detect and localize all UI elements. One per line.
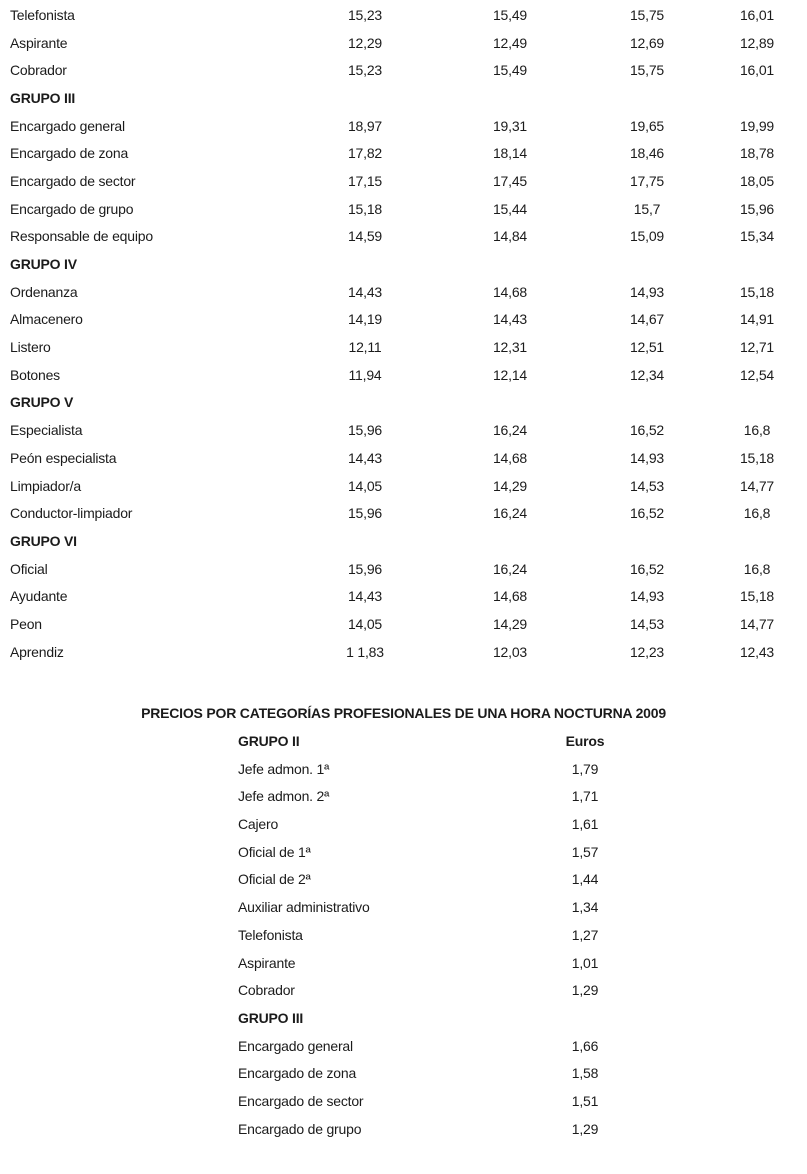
rate-value: [585, 527, 709, 555]
rate-value: 16,01: [739, 62, 775, 79]
table-row: [10, 416, 805, 444]
table-row: [238, 866, 652, 894]
rate-value: 18,05: [739, 172, 775, 189]
euro-value: 1,71: [571, 788, 599, 805]
rate-value: [435, 527, 585, 555]
table-row: [10, 278, 805, 306]
table-row: [238, 893, 652, 921]
table-row: [10, 444, 805, 472]
table-row: [10, 306, 805, 334]
rate-value: 15,18: [347, 200, 383, 217]
euro-value: [518, 1004, 652, 1032]
rate-value: 11,94: [348, 366, 382, 383]
rate-value: 12,51: [629, 339, 665, 356]
rate-value: 14,05: [347, 615, 383, 632]
category-label: Cajero: [238, 816, 279, 833]
rate-value: 15,18: [739, 449, 775, 466]
table-row: [10, 361, 805, 389]
rate-value: 19,65: [629, 117, 665, 134]
nocturna-table: [238, 727, 652, 1142]
group-heading-row: [10, 527, 805, 555]
column-header-row: [238, 727, 652, 755]
rate-value: 18,97: [347, 117, 383, 134]
rates-table: [10, 1, 805, 666]
rate-value: 15,09: [629, 228, 665, 245]
category-label: Encargado de zona: [238, 1065, 357, 1082]
rate-value: [435, 389, 585, 417]
rate-value: 14,43: [347, 449, 383, 466]
euro-value: 1,44: [571, 871, 599, 888]
rate-value: 15,75: [629, 6, 665, 23]
euro-value: 1,01: [571, 954, 599, 971]
euro-value: 1,66: [571, 1037, 599, 1054]
category-label: Aspirante: [10, 34, 68, 51]
category-label: Especialista: [10, 422, 83, 439]
rate-value: 14,93: [629, 283, 665, 300]
rate-value: [709, 250, 805, 278]
category-label: Telefonista: [10, 6, 75, 23]
rate-value: 12,29: [347, 34, 383, 51]
table-row: [10, 195, 805, 223]
rate-value: 16,01: [739, 6, 775, 23]
rate-value: 15,49: [492, 62, 528, 79]
rate-value: 14,84: [492, 228, 528, 245]
table-row: [10, 1, 805, 29]
unit-header: Euros: [565, 733, 605, 750]
rate-value: 16,24: [492, 560, 528, 577]
category-label: Botones: [10, 366, 60, 383]
rate-value: 14,68: [492, 588, 528, 605]
table-row: [10, 223, 805, 251]
euro-value: 1,58: [571, 1065, 599, 1082]
category-label: Encargado general: [238, 1037, 353, 1054]
category-label: GRUPO III: [10, 89, 76, 106]
rate-value: 16,8: [743, 505, 771, 522]
rate-value: 14,29: [492, 477, 528, 494]
category-label: Jefe admon. 2ª: [238, 788, 330, 805]
rate-value: 17,75: [629, 172, 665, 189]
rate-value: 15,7: [633, 200, 661, 217]
category-label: Telefonista: [238, 926, 303, 943]
nocturna-table-body: [238, 727, 652, 1142]
rate-value: 18,46: [629, 145, 665, 162]
rate-value: 14,93: [629, 588, 665, 605]
table-row: [10, 582, 805, 610]
table-row: [10, 638, 805, 666]
rate-value: 14,77: [739, 477, 775, 494]
rate-value: [585, 84, 709, 112]
rate-value: [295, 527, 435, 555]
rate-value: 19,99: [739, 117, 775, 134]
category-label: Peón especialista: [10, 449, 117, 466]
rate-value: 14,43: [347, 588, 383, 605]
rate-value: 16,24: [492, 422, 528, 439]
category-label: Encargado de grupo: [10, 200, 134, 217]
rate-value: [709, 84, 805, 112]
rate-value: 16,8: [743, 560, 771, 577]
table-row: [10, 555, 805, 583]
rate-value: 15,18: [739, 588, 775, 605]
table-row: [238, 949, 652, 977]
category-label: Cobrador: [10, 62, 67, 79]
category-label: Peon: [10, 615, 42, 632]
rate-value: 15,96: [347, 422, 383, 439]
rate-value: 19,31: [492, 117, 528, 134]
category-label: Encargado de zona: [10, 145, 129, 162]
table-row: [238, 1032, 652, 1060]
category-label: Oficial: [10, 560, 48, 577]
rate-value: 16,24: [492, 505, 528, 522]
table-row: [10, 333, 805, 361]
rate-value: 14,68: [492, 283, 528, 300]
table-row: [10, 610, 805, 638]
rate-value: 14,67: [629, 311, 665, 328]
category-label: Oficial de 2ª: [238, 871, 311, 888]
rate-value: 17,82: [347, 145, 383, 162]
table-row: [238, 755, 652, 783]
rate-value: [295, 84, 435, 112]
rate-value: 14,77: [739, 615, 775, 632]
rate-value: 16,52: [629, 422, 665, 439]
group-heading-row: [10, 250, 805, 278]
rate-value: 14,68: [492, 449, 528, 466]
rate-value: 12,43: [739, 643, 775, 660]
rate-value: [435, 250, 585, 278]
rate-value: 14,43: [347, 283, 383, 300]
euro-value: 1,29: [571, 982, 599, 999]
table-row: [238, 783, 652, 811]
euro-value: 1,34: [571, 899, 599, 916]
category-label: Almacenero: [10, 311, 83, 328]
category-label: Encargado de sector: [238, 1092, 364, 1109]
category-label: Listero: [10, 339, 51, 356]
rate-value: 15,96: [739, 200, 775, 217]
group-heading-row: [10, 84, 805, 112]
rate-value: 17,15: [347, 172, 383, 189]
rate-value: 16,8: [743, 422, 771, 439]
category-label: Jefe admon. 1ª: [238, 760, 330, 777]
rate-value: 12,89: [739, 34, 775, 51]
rate-value: 12,54: [739, 366, 775, 383]
rate-value: 1 1,83: [346, 643, 384, 660]
category-label: Encargado general: [10, 117, 125, 134]
table-row: [10, 29, 805, 57]
rates-table-body: [10, 1, 805, 666]
rate-value: 14,19: [347, 311, 383, 328]
rate-value: 14,59: [347, 228, 383, 245]
table-row: [10, 167, 805, 195]
category-label: Cobrador: [238, 982, 295, 999]
table-row: [10, 472, 805, 500]
euro-value: 1,29: [571, 1120, 599, 1137]
rate-value: [709, 527, 805, 555]
rate-value: 12,71: [739, 339, 775, 356]
table-row: [10, 139, 805, 167]
rate-value: 15,44: [492, 200, 528, 217]
rate-value: 17,45: [492, 172, 528, 189]
euro-value: 1,61: [571, 816, 599, 833]
rate-value: 16,52: [629, 505, 665, 522]
rate-value: 16,52: [629, 560, 665, 577]
rate-value: 15,34: [739, 228, 775, 245]
rate-value: 15,23: [347, 62, 383, 79]
category-label: Aprendiz: [10, 643, 64, 660]
rate-value: 15,96: [347, 505, 383, 522]
group-heading-row: [238, 1004, 652, 1032]
rate-value: 14,93: [629, 449, 665, 466]
category-label: Aspirante: [238, 954, 296, 971]
rate-value: 15,49: [492, 6, 528, 23]
rate-value: 12,14: [492, 366, 528, 383]
rate-value: 15,75: [629, 62, 665, 79]
rate-value: 18,78: [739, 145, 775, 162]
category-label: Limpiador/a: [10, 477, 81, 494]
category-label: Ordenanza: [10, 283, 78, 300]
rate-value: 14,53: [629, 615, 665, 632]
category-label: GRUPO V: [10, 394, 74, 411]
table-row: [238, 810, 652, 838]
category-label: Auxiliar administrativo: [238, 899, 370, 916]
euro-value: 1,51: [571, 1092, 599, 1109]
table-row: [238, 1059, 652, 1087]
category-label: GRUPO III: [238, 1009, 304, 1026]
category-label: GRUPO II: [238, 733, 300, 750]
rate-value: 14,05: [347, 477, 383, 494]
rate-value: [295, 250, 435, 278]
rate-value: 14,53: [629, 477, 665, 494]
euro-value: 1,27: [571, 926, 599, 943]
rate-value: [585, 389, 709, 417]
category-label: Conductor-limpiador: [10, 505, 133, 522]
category-label: Ayudante: [10, 588, 68, 605]
rate-value: 12,23: [629, 643, 665, 660]
rate-value: 18,14: [492, 145, 528, 162]
rate-value: [709, 389, 805, 417]
rate-value: 14,29: [492, 615, 528, 632]
table-row: [238, 1087, 652, 1115]
rate-value: 12,03: [492, 643, 528, 660]
rate-value: 15,96: [347, 560, 383, 577]
rate-value: 14,91: [739, 311, 775, 328]
rate-value: 12,34: [629, 366, 665, 383]
table-row: [238, 838, 652, 866]
rate-value: [585, 250, 709, 278]
rate-value: 12,11: [348, 339, 382, 356]
table-row: [238, 921, 652, 949]
euro-value: 1,79: [571, 760, 599, 777]
rate-value: [295, 389, 435, 417]
category-label: GRUPO IV: [10, 256, 77, 273]
table-row: [10, 499, 805, 527]
group-heading-row: [10, 389, 805, 417]
category-label: Oficial de 1ª: [238, 843, 311, 860]
category-label: Encargado de grupo: [238, 1120, 362, 1137]
rate-value: 14,43: [492, 311, 528, 328]
rate-value: 12,69: [629, 34, 665, 51]
category-label: Responsable de equipo: [10, 228, 153, 245]
rate-value: 15,23: [347, 6, 383, 23]
category-label: GRUPO VI: [10, 532, 77, 549]
rate-value: 12,31: [492, 339, 528, 356]
table-row: [10, 112, 805, 140]
rate-value: 12,49: [492, 34, 528, 51]
table-row: [238, 976, 652, 1004]
euro-value: 1,57: [571, 843, 599, 860]
rate-value: [435, 84, 585, 112]
nocturna-table-title: PRECIOS POR CATEGORÍAS PROFESIONALES DE UNA HORA NOCTURNA 2009: [141, 704, 666, 721]
category-label: Encargado de sector: [10, 172, 136, 189]
table-row: [10, 56, 805, 84]
table-row: [238, 1115, 652, 1143]
rate-value: 15,18: [739, 283, 775, 300]
